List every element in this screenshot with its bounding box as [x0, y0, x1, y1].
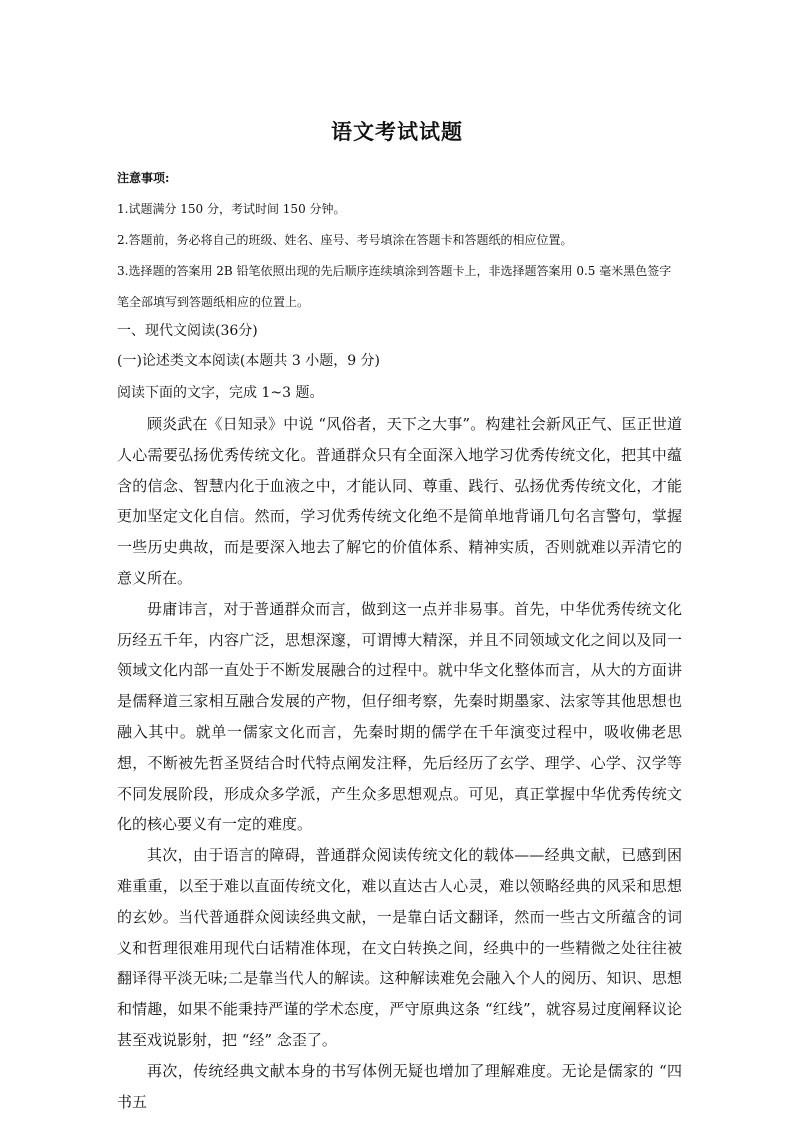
passage-paragraph: 顾炎武在《日知录》中说 “风俗者，天下之大事”。构建社会新风正气、匡正世道人心需要弘扬优秀传统文化。普通群众只有全面深入地学习优秀传统文化，把其中蕴含的信念、智慧内化于血液之中，才能认同、尊重、践行、弘扬优秀传统文化，才能更加坚定文化自信。然而，学习优秀传统文化绝不是简单地背诵几句名言警句，掌握一些历史典故，而是要深入地去了解它的价值体系、精神实质，否则就难以弄清它的意义所在。	[117, 415, 682, 587]
section-heading: 一、现代文阅读(36分)	[117, 323, 258, 339]
note-item: 2.答题前，务必将自己的班级、姓名、座号、考号填涂在答题卡和答题纸的相应位置。	[117, 233, 573, 247]
reading-instruction: 阅读下面的文字，完成 1~3 题。	[117, 385, 324, 401]
passage-paragraph: 再次，传统经典文献本身的书写体例无疑也增加了理解难度。无论是儒家的 “四书五	[117, 1061, 682, 1111]
passage-paragraph: 其次，由于语言的障碍，普通群众阅读传统文化的载体——经典文献，已感到困难重重，以至于难以直面传统文化，难以直达古人心灵，难以领略经典的风采和思想的玄妙。当代普通群众阅读经典文献，一是靠白话文翻译，然而一些古文所蕴含的词义和哲理很难用现代白话精准体现，在文白转换之间，经典中的一些精微之处往往被翻译得平淡无味;二是靠当代人的解读。这种解读难免会融入个人的阅历、知识、思想和情趣，如果不能秉持严谨的学术态度，严守原典这条 “红线”，就容易过度阐释议论甚至戏说影射，把 “经” 念歪了。	[117, 846, 682, 1049]
notes-block	[117, 163, 682, 318]
exam-title: 语文考试试题	[331, 119, 463, 144]
note-item: 1.试题满分 150 分，考试时间 150 分钟。	[117, 202, 346, 216]
passage-paragraph: 毋庸讳言，对于普通群众而言，做到这一点并非易事。首先，中华优秀传统文化历经五千年，内容广泛，思想深邃，可谓博大精深，并且不同领域文化之间以及同一领域文化内部一直处于不断发展融合的过程中。就中华文化整体而言，从大的方面讲是儒释道三家相互融合发展的产物，但仔细考察，先秦时期墨家、法家等其他思想也融入其中。就单一儒家文化而言，先秦时期的儒学在千年演变过程中，吸收佛老思想，不断被先哲圣贤结合时代特点阐发注释，先后经历了玄学、理学、心学、汉学等不同发展阶段，形成众多学派，产生众多思想观点。可见，真正掌握中华优秀传统文化的核心要义有一定的难度。	[117, 599, 682, 834]
passage-body	[117, 409, 682, 1117]
subsection-heading: (一)论述类文本阅读(本题共 3 小题，9 分)	[117, 353, 381, 369]
notes-label: 注意事项:	[117, 171, 170, 185]
note-item: 3.选择题的答案用 2B 铅笔依照出现的先后顺序连续填涂到答题卡上，非选择题答案用 0.5 毫米黑色签字笔全部填写到答题纸相应的位置上。	[117, 264, 672, 309]
